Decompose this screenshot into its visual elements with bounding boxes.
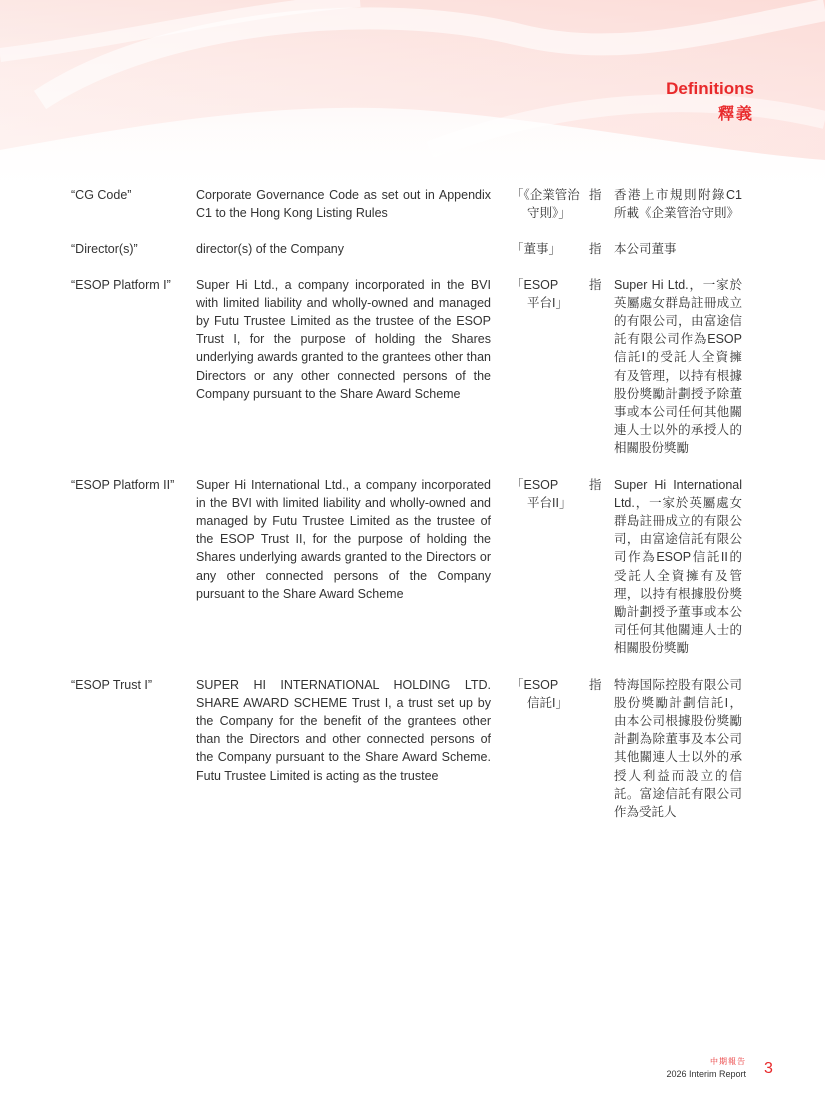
page-heading [666,78,754,126]
definition-english: Corporate Governance Code as set out in Appendix C1 to the Hong Kong Listing Rules [196,188,491,221]
definition-term: “Director(s)” [71,242,138,257]
report-name-chinese: 中期報告 [710,1057,746,1066]
means-symbol: 指 [589,677,602,692]
page-footer [666,1056,746,1081]
zh-term-line1: 「《企業管治 [511,188,580,202]
definition-chinese: Super Hi Ltd.，一家於英屬處女群島註冊成立的有限公司，由富途信託有限公司作為ESOP信託I的受託人全資擁有及管理，以持有根據股份獎勵計劃授予除董事或本公司任何其他關連人士以外的承授人的相關股份獎勵 [614,277,742,456]
title-english: Definitions [666,79,754,98]
definition-term-chinese [511,186,589,222]
means-symbol: 指 [589,242,602,257]
definition-term: “ESOP Platform II” [71,477,175,492]
definition-term: “ESOP Platform I” [71,277,171,292]
definition-row [71,476,761,658]
definition-term-chinese [511,276,589,312]
definition-row [71,276,761,458]
zh-term-line1: 「ESOP [511,677,559,692]
definition-chinese: 香港上市規則附錄C1所載《企業管治守則》 [614,188,742,221]
definition-english: Super Hi Ltd., a company incorporated in the BVI with limited liability and wholly-owned and managed by Futu Trustee Limited as the trustee of the ESOP Trust I, for the purpose of holding the Shares underlying awards granted to the grantees other than Directors or any other connected persons of the Company pursuant to the Share Award Scheme [196,277,491,401]
definition-row [71,240,761,258]
definition-english: Super Hi International Ltd., a company incorporated in the BVI with limited liability and wholly-owned and managed by Futu Trustee Limited as the trustee of the ESOP Trust II, for the purpose of holding the Shares underlying awards granted to the Directors or any other connected persons of the Company pursuant to the Share Award Scheme [196,477,491,601]
zh-term-line2: 守則》」 [527,206,571,221]
zh-term-line1: 「ESOP [511,277,559,292]
definition-row [71,676,761,822]
means-symbol: 指 [589,188,602,202]
definition-term-chinese [511,476,589,512]
definitions-table [71,186,761,821]
zh-term-line1: 「ESOP [511,477,559,492]
zh-term-line2: 平台I」 [527,295,568,310]
zh-term-line2: 平台II」 [527,495,572,510]
definition-term-chinese [511,676,589,712]
zh-term-line1: 「董事」 [511,242,562,257]
definition-chinese: 本公司董事 [614,242,677,257]
definition-english: director(s) of the Company [196,242,344,257]
zh-term-line2: 信託I」 [527,695,568,710]
definition-term: “CG Code” [71,188,132,202]
means-symbol: 指 [589,277,602,292]
title-chinese: 釋義 [717,106,754,123]
means-symbol: 指 [589,477,602,492]
definition-chinese: Super Hi International Ltd.，一家於英屬處女群島註冊成立的有限公司，由富途信託有限公司作為ESOP信託II的受託人全資擁有及管理，以持有根據股份獎勵計劃授予董事或本公司任何其他關連人士的相關股份獎勵 [614,477,742,656]
definition-term-chinese [511,240,589,258]
definition-term: “ESOP Trust I” [71,677,153,692]
report-name-english: 2026 Interim Report [666,1069,746,1079]
definition-row [71,186,761,222]
definition-english: SUPER HI INTERNATIONAL HOLDING LTD. SHARE AWARD SCHEME Trust I, a trust set up by the Company for the benefit of the grantees other than the Directors and other connected persons of the Company pursuant to the Share Award Scheme. Futu Trustee Limited is acting as the trustee [196,677,491,783]
page-number: 3 [764,1060,773,1077]
definition-chinese: 特海国际控股有限公司股份獎勵計劃信託I，由本公司根據股份獎勵計劃為除董事及本公司其他關連人士以外的承授人利益而設立的信託。富途信託有限公司作為受託人 [614,677,742,820]
